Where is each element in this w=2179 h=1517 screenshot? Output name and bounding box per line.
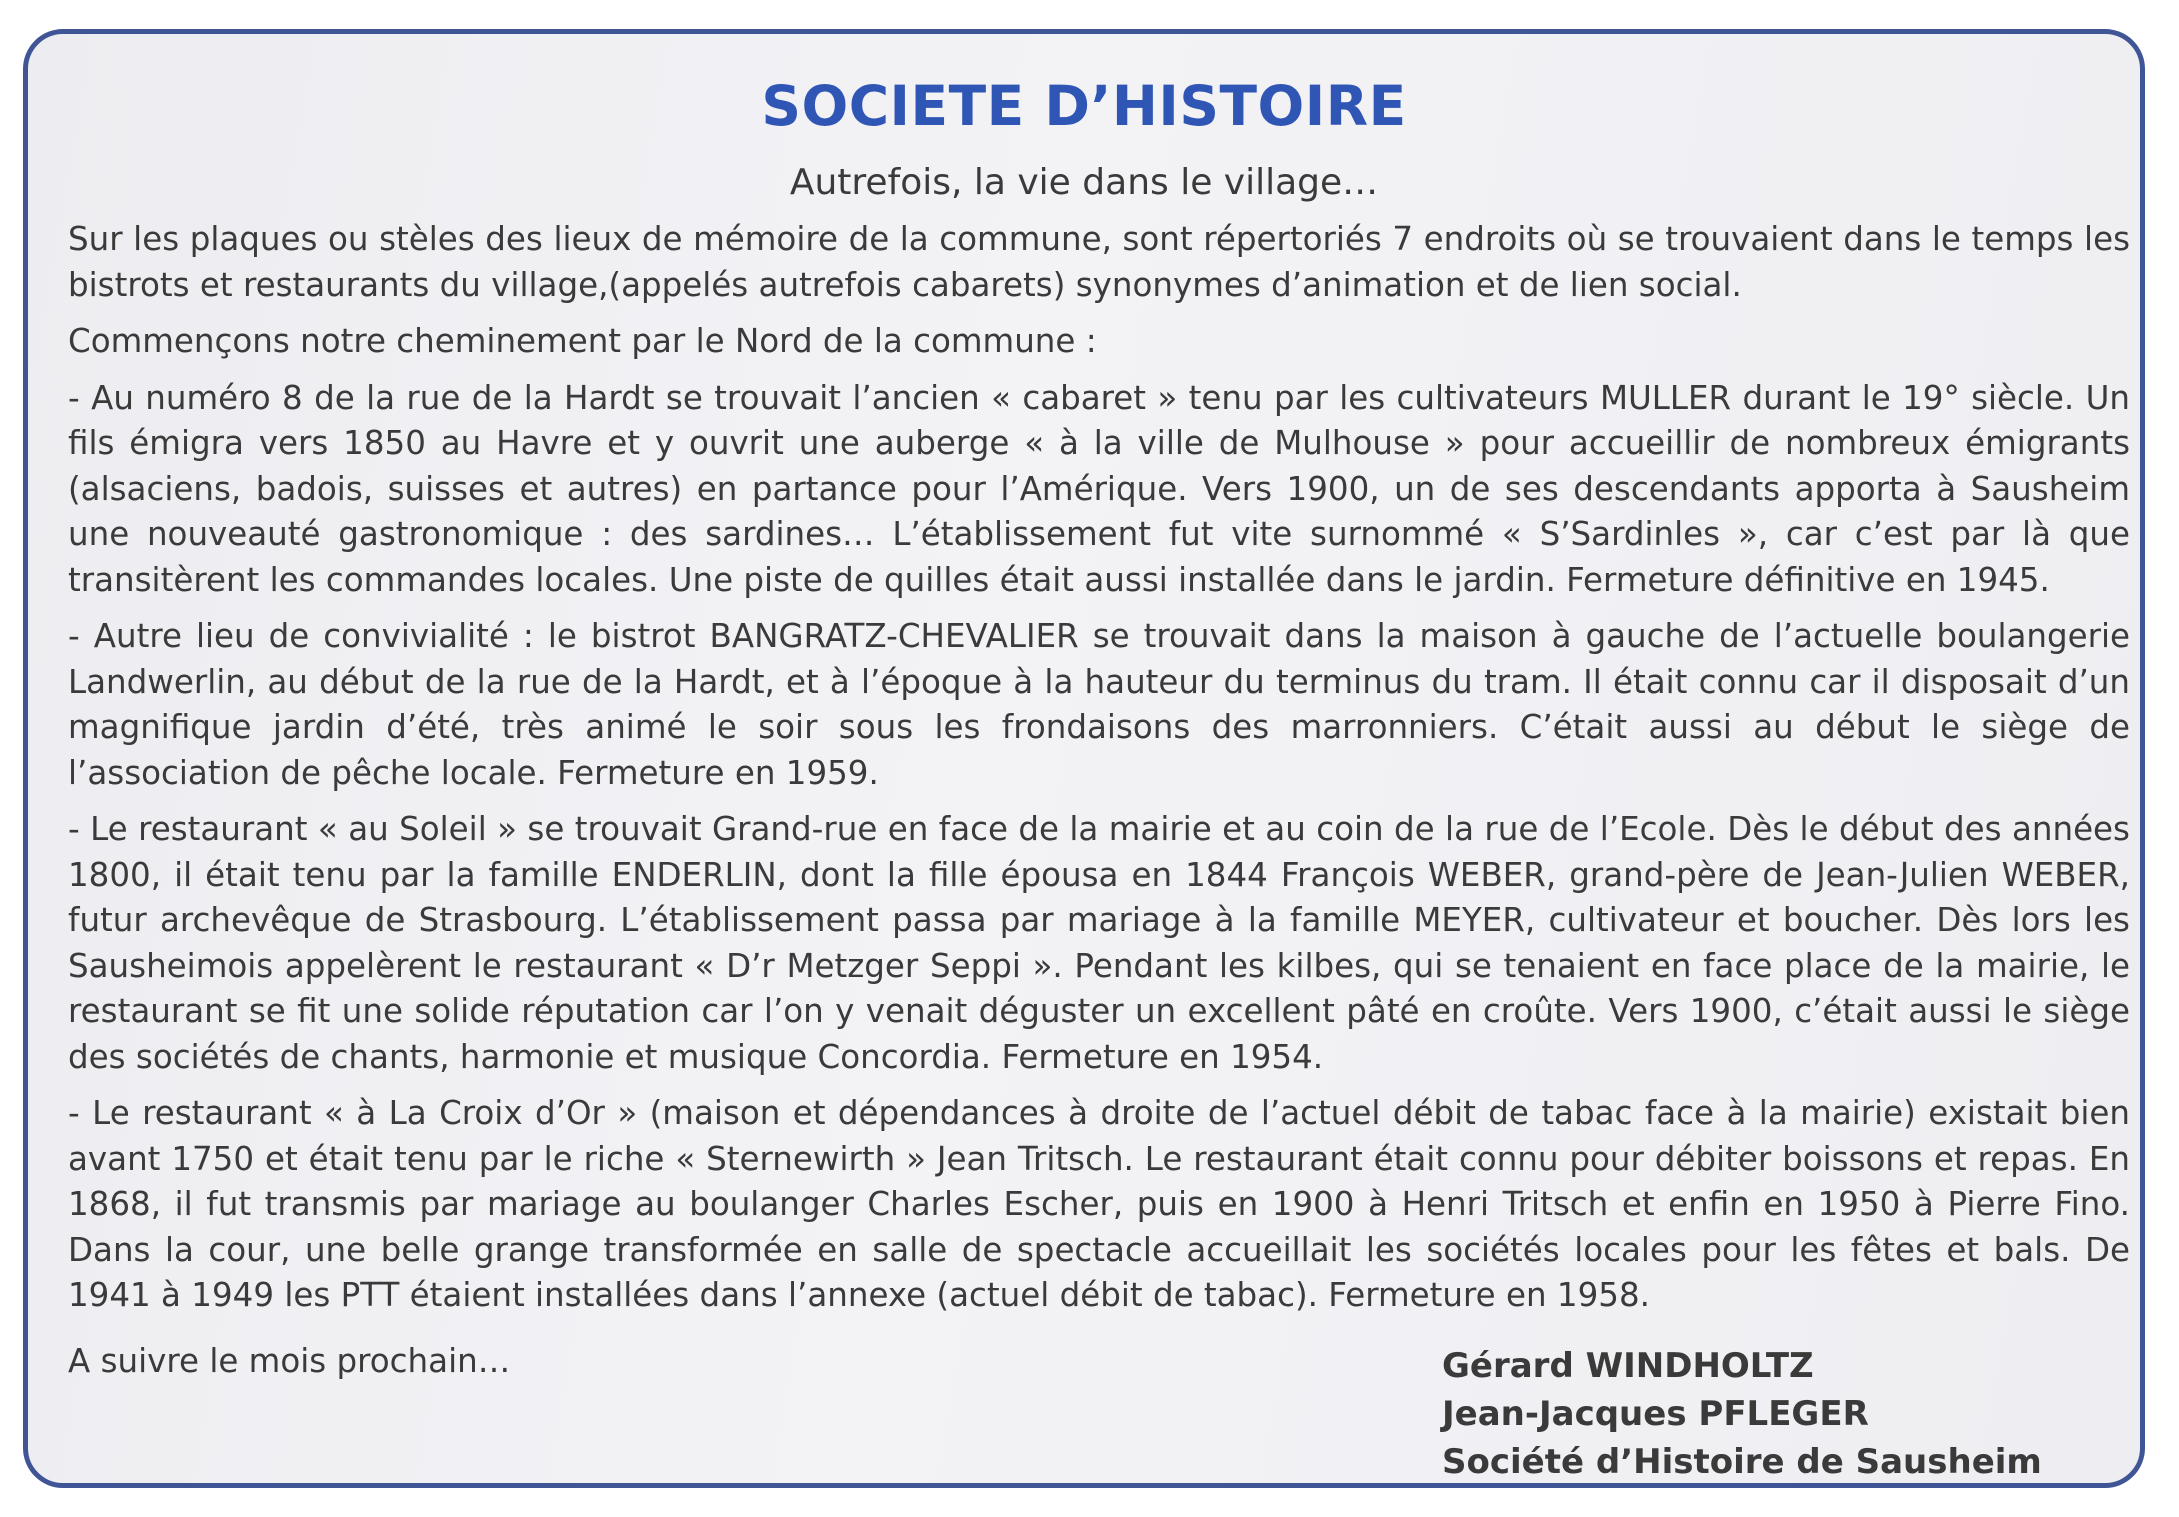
paragraph-muller: - Au numéro 8 de la rue de la Hardt se trouvait l’ancien « cabaret » tenu par les cultivateurs MULLER durant le 19° siècle. Un fils émigra vers 1850 au Havre et y ouvrit une auberge « à la ville de Mulhouse » pour accueillir de nombreux émigrants (alsaciens, badois, suisses et autres) en partance pour l’Amérique. Vers 1900, un de ses descendants apporta à Sausheim une nouveauté gastronomique : des sardines… L’établissement fut vite surnommé « S’Sardinles », car c’est par là que transitèrent les commandes locales. Une piste de quilles était aussi installée dans le jardin. Fermeture définitive en 1945.	[68, 378, 2130, 599]
paragraph-intro: Sur les plaques ou stèles des lieux de mémoire de la commune, sont répertoriés 7 endroits où se trouvaient dans le temps les bistrots et restaurants du village,(appelés autrefois cabarets) synonymes d’animation et de lien social.	[68, 220, 2130, 304]
paragraph-start: Commençons notre cheminement par le Nord de la commune :	[68, 322, 1097, 360]
article-title: SOCIETE D’HISTOIRE	[761, 74, 1407, 138]
paragraph-soleil: - Le restaurant « au Soleil » se trouvait Grand-rue en face de la mairie et au coin de la rue de l’Ecole. Dès le début des années 1800, il était tenu par la famille ENDERLIN, dont la fille épousa en 1844 François WEBER, grand-père de Jean-Julien WEBER, futur archevêque de Strasbourg. L’établissement passa par mariage à la famille MEYER, cultivateur et boucher. Dès lors les Sausheimois appelèrent le restaurant « D’r Metzger Seppi ». Pendant les kilbes, qui se tenaient en face place de la mairie, le restaurant se fit une solide réputation car l’on y venait déguster un excellent pâté en croûte. Vers 1900, c’était aussi le siège des sociétés de chants, harmonie et musique Concordia. Fermeture en 1954.	[68, 810, 2130, 1076]
signature-author-2: Jean-Jacques PFLEGER	[1442, 1394, 1869, 1434]
closing-note: A suivre le mois prochain…	[68, 1342, 511, 1380]
paragraph-croix-dor: - Le restaurant « à La Croix d’Or » (maison et dépendances à droite de l’actuel débit de tabac face à la mairie) existait bien avant 1750 et était tenu par le riche « Sternewirth » Jean Tritsch. Le restaurant était connu pour débiter boissons et repas. En 1868, il fut transmis par mariage au boulanger Charles Escher, puis en 1900 à Henri Tritsch et enfin en 1950 à Pierre Fino. Dans la cour, une belle grange transformée en salle de spectacle accueillait les sociétés locales pour les fêtes et bals. De 1941 à 1949 les PTT étaient installées dans l’annexe (actuel débit de tabac). Fermeture en 1958.	[68, 1094, 2130, 1314]
signature-author-1: Gérard WINDHOLTZ	[1442, 1346, 1814, 1386]
article-frame	[23, 29, 2145, 1488]
paragraph-bangratz: - Autre lieu de convivialité : le bistrot BANGRATZ-CHEVALIER se trouvait dans la maison à gauche de l’actuelle boulangerie Landwerlin, au début de la rue de la Hardt, et à l’époque à la hauteur du terminus du tram. Il était connu car il disposait d’un magnifique jardin d’été, très animé le soir sous les frondaisons des marronniers. C’était aussi au début le siège de l’association de pêche locale. Fermeture en 1959.	[68, 617, 2130, 792]
signature-block	[1442, 1342, 2042, 1486]
article-subtitle: Autrefois, la vie dans le village…	[789, 162, 1379, 203]
signature-organization: Société d’Histoire de Sausheim	[1442, 1442, 2042, 1482]
article-body	[68, 217, 2130, 1330]
